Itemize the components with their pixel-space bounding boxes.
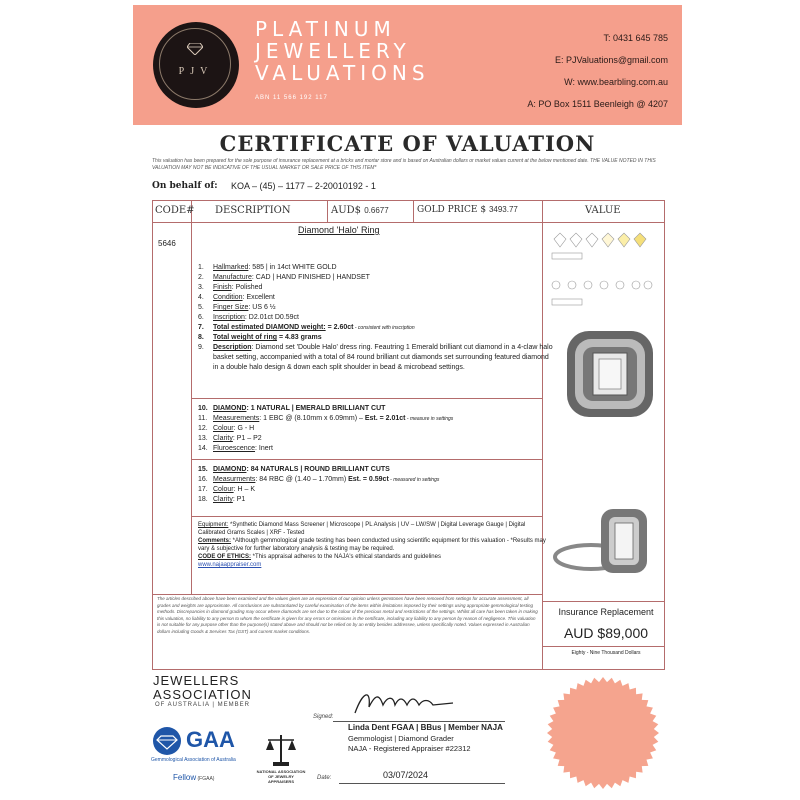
- ring-top-view-image: [563, 325, 657, 423]
- ring-side-view-image: [551, 499, 659, 587]
- header-divider: [153, 222, 664, 223]
- date-line: [339, 783, 505, 784]
- signer-name: Linda Dent FGAA | BBus | Member NAJA: [348, 723, 503, 732]
- list-item: 2. Manufacture: CAD | HAND FINISHED | HANDSET: [198, 274, 370, 281]
- signed-label: Signed:: [313, 714, 334, 720]
- equipment-label: Equipment:: [198, 522, 229, 528]
- list-item: 3. Finish: Polished: [198, 284, 263, 291]
- list-item: 18. Clarity: P1: [198, 496, 246, 503]
- center-diamond-list: [198, 404, 554, 454]
- brand-line-1: PLATINUM: [255, 17, 396, 41]
- header-gold-value: 3493.77: [488, 205, 518, 214]
- list-item: 15. DIAMOND: 84 NATURALS | ROUND BRILLIANT CUTS: [198, 466, 390, 473]
- insurance-value-words: Eighty - Nine Thousand Dollars: [571, 650, 641, 656]
- col-divider-aud: [413, 201, 414, 222]
- section-divider-3: [191, 516, 542, 517]
- signer-role: Gemmologist | Diamond Grader: [348, 734, 454, 743]
- list-item-description: 9. Description: Diamond set 'Double Halo' dress ring. Feautring 1 Emerald brilliant cut diamond in a 4-claw halo basket setting, accompanied with a total of 84 round brilliant cut diamonds set surrounding featured diamond in a double halo design & down each split shoulder in bead & microbead settings.: [198, 344, 553, 371]
- intro-statement: This valuation has been prepared for the sole purpose of insurance replacement at a bricks and mortar store and is based on Australian dollars or market values current at the below mentioned date. THE VALUE NOTED IN THIS VALUATION MAY NOT BE INDICATIVE OF THE USUAL MARKET OR SALE PRICE OF THIS ITEM*: [152, 158, 656, 171]
- header-description: DESCRIPTION: [215, 205, 291, 216]
- insurance-value: AUD $89,000: [563, 625, 649, 641]
- list-item: 13. Clarity: P1 – P2: [198, 435, 262, 442]
- legal-disclaimer: The articles described above have been examined and the values given are an expression of our opinion unless gemstones have been removed from settings for accurate assessment, all grades and weights are approximate. All conclusions are substantiated by careful examination of the items within limitations imposed by their settings using appropriate gemmological testing methods. Discrepancies in diamond grading may occur where diamonds are set due to the colour of the precious metal and restrictions of the settings. Whilst all care has been taken in making this valuation, no liability to any person to whom the certificate is given for any errors or omissions in the certificate, including any liability to any person by reason of negligence. This valuation is not suitable for any purpose other than the purpose(s) stated above and should not be relied on by an entity besides addressee, unless specifically noted. Values expressed in Australian dollars including Goods & Services Tax (GST) and current market conditions.: [157, 596, 538, 634]
- list-item: 4. Condition: Excellent: [198, 294, 275, 301]
- list-item-ring-weight: 8. Total weight of ring = 4.83 grams: [198, 334, 322, 341]
- header-code: CODE#: [155, 205, 195, 216]
- header-aud-label: AUD$: [331, 205, 362, 216]
- naja-name: NATIONAL ASSOCIATION OF JEWELRY APPRAISERS: [256, 769, 306, 784]
- behalf-label: On behalf of:: [152, 181, 218, 191]
- gaa-gem-icon: [153, 727, 181, 755]
- ja-line-2: ASSOCIATION: [153, 687, 252, 702]
- insurance-label: Insurance Replacement: [558, 607, 654, 617]
- letterhead: [133, 5, 682, 125]
- header-gold-label: GOLD PRICE $: [417, 205, 487, 215]
- item-details-list: [198, 263, 554, 373]
- comments-label: Comments:: [198, 538, 232, 544]
- section-divider-2: [191, 459, 542, 460]
- certificate-seal: [543, 673, 663, 793]
- contact-email: E: PJValuations@gmail.com: [554, 55, 668, 65]
- side-diamonds-list: [198, 465, 554, 505]
- header-gold: [417, 205, 518, 215]
- certificate-title: CERTIFICATE OF VALUATION: [219, 131, 596, 156]
- contact-website: W: www.bearbling.com.au: [564, 77, 668, 87]
- list-item: 5. Finger Size: US 6 ½: [198, 304, 276, 311]
- comments-text: *Although gemmological grade testing has been conducted using scientific equipment for this valuation - *Results may vary & subjective for further laboratory analysis & testing may be required.: [198, 538, 546, 552]
- equipment-text: *Synthetic Diamond Mass Screener | Microscope | PL Analysis | UV – LW/SW | Digital Leverage Gauge | Digital Calibrated Grams Scales | XRF - Tested: [198, 522, 526, 536]
- scales-icon: [264, 732, 298, 768]
- header-aud-value: 0.6677: [364, 206, 389, 215]
- valuation-table: [152, 200, 665, 670]
- brand-line-3: VALUATIONS: [255, 61, 430, 85]
- contact-phone: T: 0431 645 785: [603, 33, 668, 43]
- list-item: 14. Fluroescence: Inert: [198, 445, 273, 452]
- logo-ring: [159, 28, 231, 100]
- list-item: 10. DIAMOND: 1 NATURAL | EMERALD BRILLIANT CUT: [198, 405, 386, 412]
- gaa-fellow-text: Fellow: [173, 773, 197, 782]
- gaa-fellow-abbr: (FGAA): [196, 776, 215, 782]
- brand-name: [255, 18, 430, 84]
- col-divider-desc: [327, 201, 328, 222]
- list-item-diamond-weight: 7. Total estimated DIAMOND weight: = 2.60ct - consistent with inscription: [198, 324, 415, 331]
- item-code: 5646: [158, 239, 176, 248]
- diamond-icon: [187, 43, 203, 55]
- date-value: 03/07/2024: [383, 770, 429, 780]
- header-aud: [331, 205, 389, 216]
- ethics-text: *This appraisal adheres to the NAJA's ethical standards and guidelines: [251, 554, 441, 560]
- gaa-logo-text: GAA: [186, 727, 235, 752]
- signer-registration: NAJA - Registered Appraiser #22312: [348, 744, 471, 753]
- gaa-full-name: Gemmological Association of Australia: [151, 757, 236, 763]
- behalf-value: KOA – (45) – 1177 – 2-20010192 - 1: [231, 181, 376, 191]
- logo-initials: PJV: [178, 66, 214, 77]
- list-item: 17. Colour: H – K: [198, 486, 256, 493]
- signature-line: [333, 721, 505, 722]
- company-logo: [153, 22, 239, 108]
- handwritten-signature: [349, 685, 459, 719]
- list-item: 16. Measurments: 84 RBC @ (1.40 – 1.70mm) Est. = 0.59ct - measured in settings: [198, 476, 440, 483]
- ja-line-1: JEWELLERS: [153, 673, 240, 688]
- list-item: 1. Hallmarked: 585 | in 14ct WHITE GOLD: [198, 264, 337, 271]
- ja-member-line: OF AUSTRALIA | MEMBER: [155, 702, 250, 708]
- contact-address: A: PO Box 1511 Beenleigh @ 4207: [527, 99, 668, 109]
- naja-link[interactable]: www.najaappraiser.com: [198, 562, 262, 568]
- equipment-notes: [198, 521, 546, 569]
- jewellers-association-logo: [153, 674, 252, 702]
- list-item: 11. Measurements: 1 EBC @ (8.10mm x 6.09mm) – Est. = 2.01ct - measure in settings: [198, 415, 454, 422]
- certificate-sheet: [133, 5, 682, 795]
- section-divider-1: [191, 398, 542, 399]
- insurance-top-divider: [542, 601, 664, 602]
- item-title: Diamond 'Halo' Ring: [298, 225, 380, 235]
- abn-number: ABN 11 566 192 117: [255, 95, 328, 101]
- insurance-bottom-divider: [542, 646, 664, 647]
- diamond-grading-chart: [548, 227, 658, 313]
- brand-line-2: JEWELLERY: [255, 39, 411, 63]
- gaa-fellow-badge: [173, 773, 214, 782]
- list-item: 6. Inscription: D2.01ct D0.59ct: [198, 314, 299, 321]
- header-value: VALUE: [585, 205, 621, 216]
- list-item: 12. Colour: G - H: [198, 425, 255, 432]
- date-label: Date:: [317, 775, 332, 781]
- ethics-label: CODE OF ETHICS:: [198, 554, 252, 560]
